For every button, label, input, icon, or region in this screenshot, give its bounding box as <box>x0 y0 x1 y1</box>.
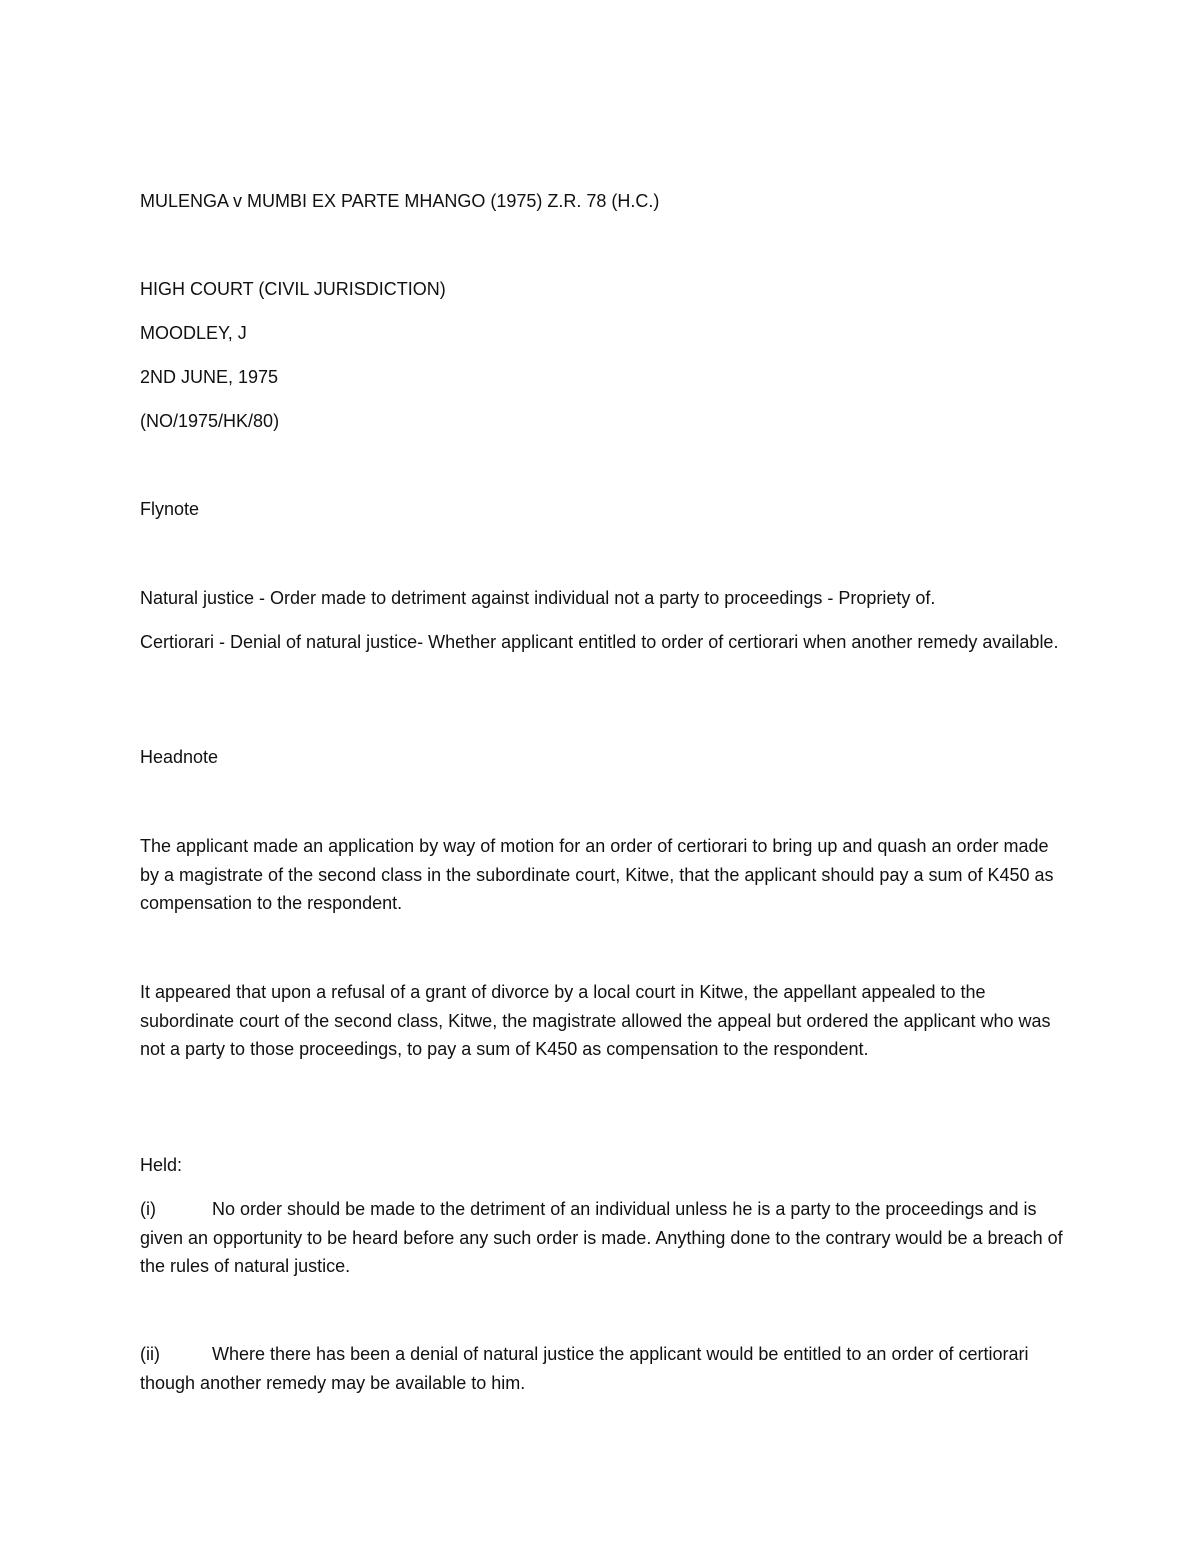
flynote-heading: Flynote <box>140 499 200 519</box>
held-item <box>140 1195 1070 1281</box>
flynote-item: Certiorari - Denial of natural justice- Whether applicant entitled to order of certiorari when another remedy available. <box>140 632 1059 652</box>
headnote-paragraph: The applicant made an application by way of motion for an order of certiorari to bring up and quash an order made by a magistrate of the second class in the subordinate court, Kitwe, that the applicant should pay a sum of K450 as compensation to the respondent. <box>140 836 1054 913</box>
case-citation: MULENGA v MUMBI EX PARTE MHANGO (1975) Z.R. 78 (H.C.) <box>140 191 660 211</box>
held-item-text: Where there has been a denial of natural justice the applicant would be entitled to an order of certiorari though another remedy may be available to him. <box>140 1344 1029 1393</box>
held-item-number: (i) <box>140 1199 156 1219</box>
judgment-date: 2ND JUNE, 1975 <box>140 367 279 387</box>
flynote-item: Natural justice - Order made to detriment against individual not a party to proceedings - Propriety of. <box>140 588 936 608</box>
judge-name: MOODLEY, J <box>140 323 247 343</box>
headnote-heading: Headnote <box>140 747 219 767</box>
held-item-text: No order should be made to the detriment of an individual unless he is a party to the proceedings and is given an opportunity to be heard before any such order is made. Anything done to the contrary would be a breach of the rules of natural justice. <box>140 1199 1063 1276</box>
held-heading: Held: <box>140 1155 183 1175</box>
case-number: (NO/1975/HK/80) <box>140 411 280 431</box>
court-name: HIGH COURT (CIVIL JURISDICTION) <box>140 279 446 299</box>
held-item <box>140 1340 1070 1397</box>
held-item-number: (ii) <box>140 1344 160 1364</box>
headnote-paragraph: It appeared that upon a refusal of a grant of divorce by a local court in Kitwe, the appellant appealed to the subordinate court of the second class, Kitwe, the magistrate allowed the appeal but ordered the applicant who was not a party to those proceedings, to pay a sum of K450 as compensation to the respondent. <box>140 982 1051 1059</box>
